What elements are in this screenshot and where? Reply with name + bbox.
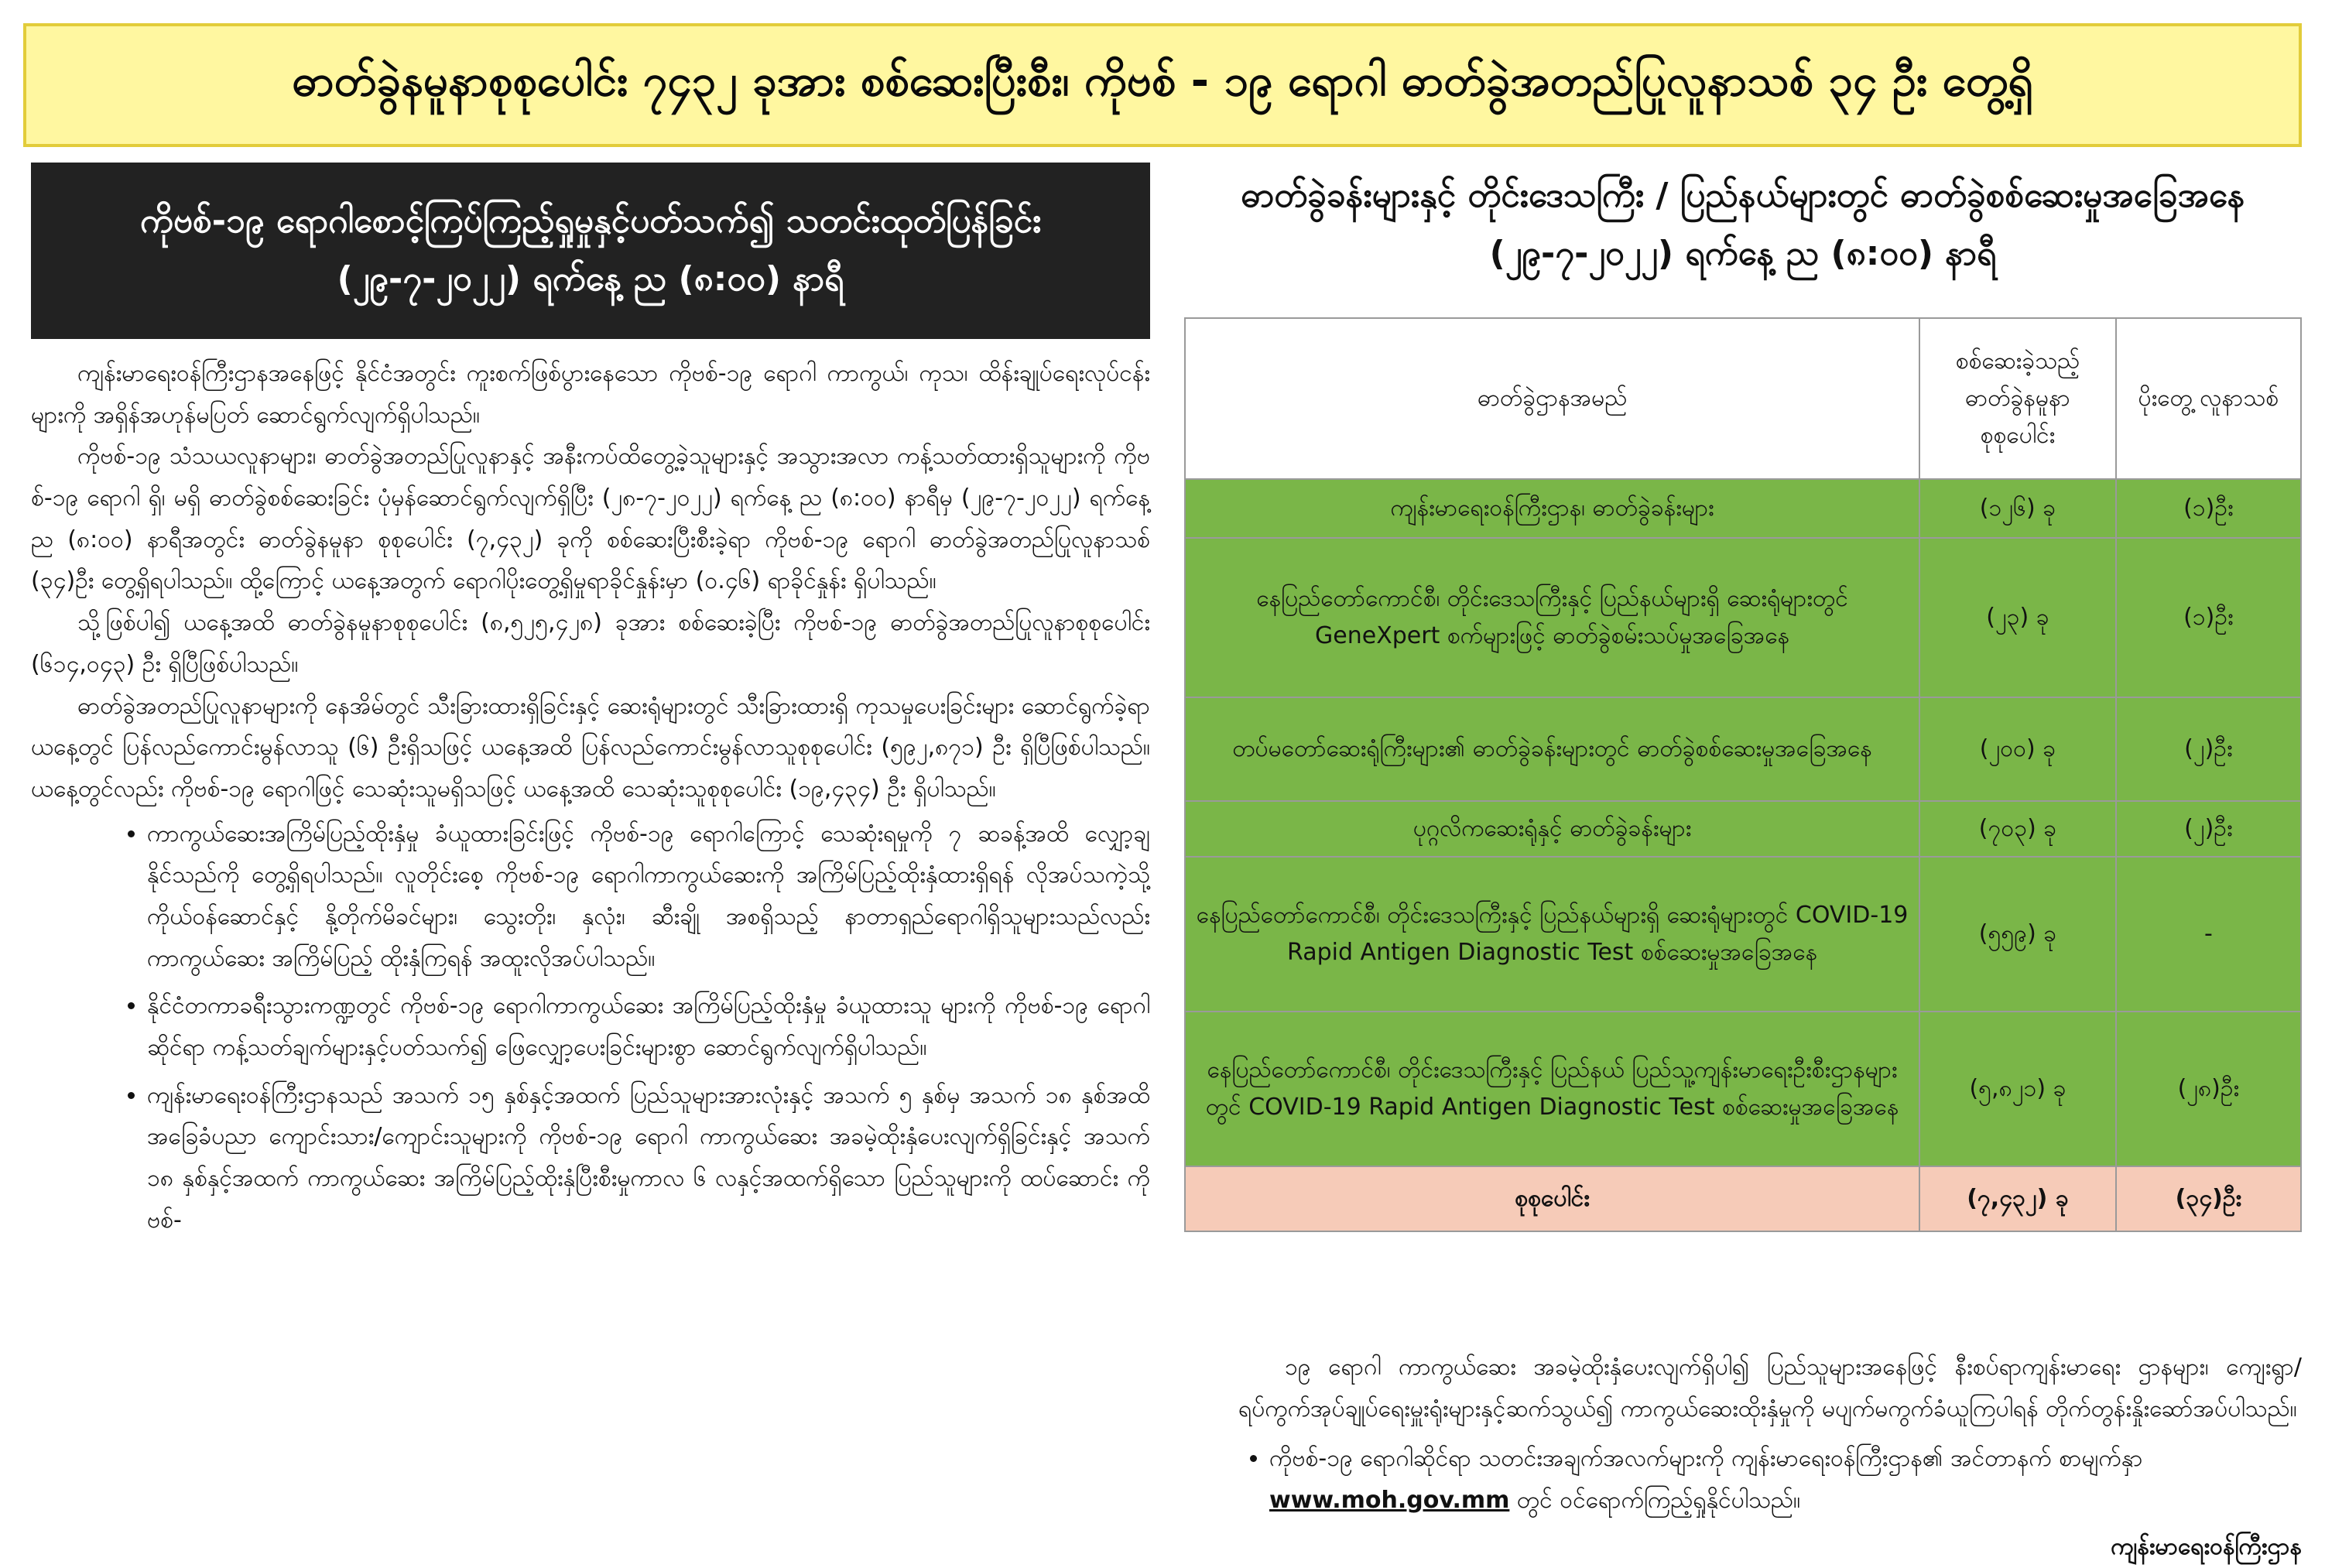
lab-status-column xyxy=(1184,163,2302,1560)
tested-cell: (၅၅၉) ခု xyxy=(1919,857,2116,1012)
header-tested: စစ်ဆေးခဲ့သည့် ဓာတ်ခွဲနမူနာ စုစုပေါင်း xyxy=(1919,318,2116,479)
total-tested: (၇,၄၃၂) ခု xyxy=(1919,1166,2116,1231)
bullet-list xyxy=(31,813,1150,1241)
paragraph: ဓာတ်ခွဲအတည်ပြုလူနာများကို နေအိမ်တွင် သီးခြားထားရှိခြင်းနှင့် ဆေးရုံများတွင် သီးခြားထားရှိ ကုသမှုပေးခြင်းများ ဆောင်ရွက်ခဲ့ရာ ယနေ့တွင် ပြန်လည်ကောင်းမွန်လာသူ (၆) ဦးရှိသဖြင့် ယနေ့အထိ ပြန်လည်ကောင်းမွန်လာသူစုစုပေါင်း (၅၉၂,၈၇၁) ဦး ရှိပြီဖြစ်ပါသည်။ ယနေ့တွင်လည်း ကိုဗစ်-၁၉ ရောဂါဖြင့် သေဆုံးသူမရှိသဖြင့် ယနေ့အထိ သေဆုံးသူစုစုပေါင်း (၁၉,၄၃၄) ဦး ရှိပါသည်။ xyxy=(31,692,1150,803)
positive-cell: (၂၈)ဦး xyxy=(2116,1012,2301,1166)
info-bullet-list xyxy=(1184,1438,2302,1522)
positive-cell: (၂)ဦး xyxy=(2116,801,2301,857)
table-row xyxy=(1185,1012,2301,1166)
signature: ကျန်းမာရေးဝန်ကြီးဌာန xyxy=(2111,1533,2302,1560)
moh-website-link[interactable]: www.moh.gov.mm xyxy=(1269,1487,1510,1514)
lab-name-cell: ပုဂ္ဂလိကဆေးရုံနှင့် ဓာတ်ခွဲခန်းများ xyxy=(1185,801,1919,857)
table-row xyxy=(1185,479,2301,538)
lab-name-cell: နေပြည်တော်ကောင်စီ၊ တိုင်းဒေသကြီးနှင့် ပြည်နယ်များရှိ ဆေးရုံများတွင် GeneXpert စက်များဖြင့် ဓာတ်ခွဲစမ်းသပ်မှုအခြေအနေ xyxy=(1185,538,1919,697)
lab-tests-table xyxy=(1184,317,2302,1232)
table-row xyxy=(1185,538,2301,697)
table-header-row xyxy=(1185,318,2301,479)
tested-cell: (၅,၈၂၁) ခု xyxy=(1919,1012,2116,1166)
table-row xyxy=(1185,857,2301,1012)
header-lab-name: ဓာတ်ခွဲဌာနအမည် xyxy=(1185,318,1919,479)
bullet-item: • ကျန်းမာရေးဝန်ကြီးဌာနသည် အသက် ၁၅ နှစ်နှင့်အထက် ပြည်သူများအားလုံးနှင့် အသက် ၅ နှစ်မှ အသက် ၁၈ နှစ်အထိ အခြေခံပညာ ကျောင်းသား/ကျောင်းသူများကို ကိုဗစ်-၁၉ ရောဂါ ကာကွယ်ဆေး အခမဲ့ထိုးနှံပေးလျက်ရှိခြင်းနှင့် အသက် ၁၈ နှစ်နှင့်အထက် ကာကွယ်ဆေး အကြိမ်ပြည့်ထိုးနှံပြီးစီးမှုကာလ ၆ လနှင့်အထက်ရှိသော ပြည်သူများကို ထပ်ဆောင်း ကိုဗစ်- xyxy=(147,1075,1150,1241)
lab-status-title: ဓာတ်ခွဲခန်းများနှင့် တိုင်းဒေသကြီး / ပြည်နယ်များတွင် ဓာတ်ခွဲစစ်ဆေးမှုအခြေအနေ xyxy=(1241,176,2245,215)
info-text-end: တွင် ဝင်ရောက်ကြည့်ရှုနိုင်ပါသည်။ xyxy=(1509,1487,1801,1514)
bullet-item: • ကာကွယ်ဆေးအကြိမ်ပြည့်ထိုးနှံမှု ခံယူထားခြင်းဖြင့် ကိုဗစ်-၁၉ ရောဂါကြောင့် သေဆုံးရမှုကို ၇ ဆခန့်အထိ လျှော့ချနိုင်သည်ကို တွေ့ရှိရပါသည်။ လူတိုင်းစေ့ ကိုဗစ်-၁၉ ရောဂါကာကွယ်ဆေးကို အကြိမ်ပြည့်ထိုးနှံထားရှိရန် လိုအပ်သကဲ့သို့ ကိုယ်ဝန်ဆောင်နှင့် နို့တိုက်မိခင်များ၊ သွေးတိုး၊ နှလုံး၊ ဆီးချို အစရှိသည့် နာတာရှည်ရောဂါရှိသူများသည်လည်း ကာကွယ်ဆေး အကြိမ်ပြည့် ထိုးနှံကြရန် အထူးလိုအပ်ပါသည်။ xyxy=(147,813,1150,980)
table-row xyxy=(1185,697,2301,801)
lab-name-cell: နေပြည်တော်ကောင်စီ၊ တိုင်းဒေသကြီးနှင့် ပြည်နယ်များရှိ ဆေးရုံများတွင် COVID-19 Rapid Antigen Diagnostic Test စစ်ဆေးမှုအခြေအနေ xyxy=(1185,857,1919,1012)
positive-cell: (၁)ဦး xyxy=(2116,479,2301,538)
headline-text: ဓာတ်ခွဲနမူနာစုစုပေါင်း ၇၄၃၂ ခုအား စစ်ဆေးပြီးစီး၊ ကိုဗစ် - ၁၉ ရောဂါ ဓာတ်ခွဲအတည်ပြုလူနာသစ် ၃၄ ဦး တွေ့ရှိ xyxy=(292,56,2033,106)
header-positive: ပိုးတွေ့ လူနာသစ် xyxy=(2116,318,2301,479)
positive-cell: (၂)ဦး xyxy=(2116,697,2301,801)
bullet-item: • နိုင်ငံတကာခရီးသွားကဏ္ဍတွင် ကိုဗစ်-၁၉ ရောဂါကာကွယ်ဆေး အကြိမ်ပြည့်ထိုးနှံမှု ခံယူထားသူ များကို ကိုဗစ်-၁၉ ရောဂါဆိုင်ရာ ကန့်သတ်ချက်များနှင့်ပတ်သက်၍ ဖြေလျှော့ပေးခြင်းများစွာ ဆောင်ရွက်လျက်ရှိပါသည်။ xyxy=(147,985,1150,1068)
total-label: စုစုပေါင်း xyxy=(1185,1166,1919,1231)
positive-cell: - xyxy=(2116,857,2301,1012)
lab-status-header xyxy=(1184,163,2302,283)
headline-banner xyxy=(23,23,2302,147)
paragraph: ကျန်းမာရေးဝန်ကြီးဌာနအနေဖြင့် နိုင်ငံအတွင်း ကူးစက်ဖြစ်ပွားနေသော ကိုဗစ်-၁၉ ရောဂါ ကာကွယ်၊ ကုသ၊ ထိန်းချုပ်ရေးလုပ်ငန်းများကို အရှိန်အဟုန်မပြတ် ဆောင်ရွက်လျက်ရှိပါသည်။ xyxy=(31,360,1150,429)
lab-name-cell: နေပြည်တော်ကောင်စီ၊ တိုင်းဒေသကြီးနှင့် ပြည်နယ် ပြည်သူ့ကျန်းမာရေးဦးစီးဌာနများတွင် COVID-19 Rapid Antigen Diagnostic Test စစ်ဆေးမှုအခြေအနေ xyxy=(1185,1012,1919,1166)
total-positive: (၃၄)ဦး xyxy=(2116,1166,2301,1231)
press-release-body xyxy=(31,339,1150,1241)
info-text: ကိုဗစ်-၁၉ ရောဂါဆိုင်ရာ သတင်းအချက်အလက်များကို ကျန်းမာရေးဝန်ကြီးဌာန၏ အင်တာနက် စာမျက်နှာ xyxy=(1269,1445,2143,1472)
press-release-header xyxy=(31,163,1150,339)
press-release-title: ကိုဗစ်-၁၉ ရောဂါစောင့်ကြပ်ကြည့်ရှုမှုနှင့်ပတ်သက်၍ သတင်းထုတ်ပြန်ခြင်း xyxy=(139,201,1042,241)
tested-cell: (၂၃) ခု xyxy=(1919,538,2116,697)
tested-cell: (၁၂၆) ခု xyxy=(1919,479,2116,538)
lab-name-cell: တပ်မတော်ဆေးရုံကြီးများ၏ ဓာတ်ခွဲခန်းများတွင် ဓာတ်ခွဲစစ်ဆေးမှုအခြေအနေ xyxy=(1185,697,1919,801)
vaccination-note: ၁၉ ရောဂါ ကာကွယ်ဆေး အခမဲ့ထိုးနှံပေးလျက်ရှိပါ၍ ပြည်သူများအနေဖြင့် နီးစပ်ရာကျန်းမာရေး ဌာနများ၊ ကျေးရွာ/ ရပ်ကွက်အုပ်ချုပ်ရေးမှူးရုံးများနှင့်ဆက်သွယ်၍ ကာကွယ်ဆေးထိုးနှံမှုကို မပျက်မကွက်ခံယူကြပါရန် တိုက်တွန်းနှိုးဆော်အပ်ပါသည်။ xyxy=(1238,1354,2302,1422)
tested-cell: (၇၀၃) ခု xyxy=(1919,801,2116,857)
paragraph: သို့ဖြစ်ပါ၍ ယနေ့အထိ ဓာတ်ခွဲနမူနာစုစုပေါင်း (၈,၅၂၅,၄၂၈) ခုအား စစ်ဆေးခဲ့ပြီး ကိုဗစ်-၁၉ ဓာတ်ခွဲအတည်ပြုလူနာစုစုပေါင်း (၆၁၄,၀၄၃) ဦး ရှိပြီဖြစ်ပါသည်။ xyxy=(31,609,1150,678)
press-release-date: (၂၉-၇-၂၀၂၂) ရက်နေ့ ည (၈:၀၀) နာရီ xyxy=(337,259,844,299)
info-bullet xyxy=(1269,1438,2302,1522)
table-total-row xyxy=(1185,1166,2301,1231)
paragraph: ကိုဗစ်-၁၉ သံသယလူနာများ၊ ဓာတ်ခွဲအတည်ပြုလူနာနှင့် အနီးကပ်ထိတွေ့ခဲ့သူများနှင့် အသွားအလာ ကန့်သတ်ထားရှိသူများကို ကိုဗစ်-၁၉ ရောဂါ ရှိ၊ မရှိ ဓာတ်ခွဲစစ်ဆေးခြင်း ပုံမှန်ဆောင်ရွက်လျက်ရှိပြီး (၂၈-၇-၂၀၂၂) ရက်နေ့ ည (၈:၀၀) နာရီမှ (၂၉-၇-၂၀၂၂) ရက်နေ့ ည (၈:၀၀) နာရီအတွင်း ဓာတ်ခွဲနမူနာ စုစုပေါင်း (၇,၄၃၂) ခုကို စစ်ဆေးပြီးစီးခဲ့ရာ ကိုဗစ်-၁၉ ရောဂါ ဓာတ်ခွဲအတည်ပြုလူနာသစ် (၃၄)ဦး တွေ့ရှိရပါသည်။ ထို့ကြောင့် ယနေ့အတွက် ရောဂါပိုးတွေ့ရှိမှုရာခိုင်နှုန်းမှာ (၀.၄၆) ရာခိုင်နှုန်း ရှိပါသည်။ xyxy=(31,443,1150,595)
lab-status-footer xyxy=(1184,1347,2302,1568)
lab-name-cell: ကျန်းမာရေးဝန်ကြီးဌာန၊ ဓာတ်ခွဲခန်းများ xyxy=(1185,479,1919,538)
positive-cell: (၁)ဦး xyxy=(2116,538,2301,697)
lab-status-date: (၂၉-၇-၂၀၂၂) ရက်နေ့ ည (၈:၀၀) နာရီ xyxy=(1489,233,1997,273)
tested-cell: (၂၀၀) ခု xyxy=(1919,697,2116,801)
table-row xyxy=(1185,801,2301,857)
press-release-column xyxy=(31,163,1150,1509)
